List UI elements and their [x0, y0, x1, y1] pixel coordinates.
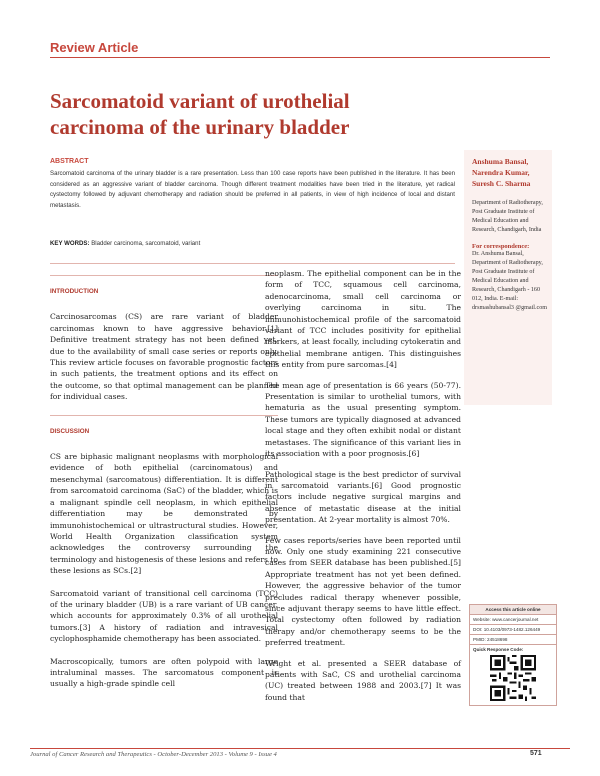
- author-name: Narendra Kumar,: [472, 168, 530, 177]
- body-paragraph: Few cases reports/series have been reported until now. Only one study examining 221 consecutive cases from SEER database has been published.[5] Appropriate treatment has not yet been defined. However, the aggressive behavior of the tumor precludes radical therapy whenever possible, since adjuvant therapy seems to have little effect. Total cystectomy often followed by radiation therapy and/or chemotherapy seems to be the preferred treatment.: [265, 535, 461, 648]
- website-link[interactable]: Website: www.cancerjournal.net: [470, 615, 556, 625]
- keywords-line: [50, 240, 455, 247]
- abstract-text: Sarcomatoid carcinoma of the urinary bladder is a rare presentation. Less than 100 case reports have been published in the literature. It has been considered as an aggressive variant of bladder carcinoma. Though different treatment modalities have been tried in the literature, yet radical cystectomy followed by adjuvant chemotherapy and radiation should be preferred in all patients, in view of high incidence of local and distant metastasis.: [50, 170, 455, 209]
- article-type-label: Review Article: [50, 40, 139, 55]
- abstract-divider: [50, 263, 455, 264]
- body-paragraph: CS are biphasic malignant neoplasms with morphological evidence of both epithelial (carcinomatous) and mesenchymal (sarcomatous) differentiation. It is different from sarcomatoid carcinoma (SaC) of the bladder, which is a malignant spindle cell neoplasm, in which epithelial differentiation may be demonstrated by immunohistochemical or ultrastructural studies. However, World Health Organization classification system acknowledges the controversy surrounding the terminology and histogenesis of these lesions and refers to these lesions as SCs.[2]: [50, 452, 278, 576]
- footer-divider: [30, 748, 570, 749]
- header-divider: [50, 57, 550, 58]
- author-affiliation: Department of Radiotherapy, Post Graduate Institute of Medical Education and Research, Chandigarh, India: [472, 200, 543, 233]
- access-online-box: [469, 604, 557, 706]
- doi-link[interactable]: DOI: 10.4103/0973-1482.126449: [470, 625, 556, 635]
- body-paragraph: Macroscopically, tumors are often polypoid with large intraluminal masses. The sarcomatous component is usually a high-grade spindle cell: [50, 656, 278, 689]
- section-heading-introduction: INTRODUCTION: [50, 275, 278, 297]
- author-list: [472, 156, 547, 189]
- left-column: [50, 275, 278, 701]
- section-heading-discussion: DISCUSSION: [50, 415, 278, 437]
- keywords-value: Bladder carcinoma, sarcomatoid, variant: [91, 240, 201, 247]
- body-paragraph: Pathological stage is the best predictor of survival in sarcomatoid variants.[6] Good prognostic factors include negative surgical margins and absence of metastatic disease at the initial presentation. At 2-year mortality is almost 70%.: [265, 469, 461, 525]
- body-paragraph: Carcinosarcomas (CS) are rare variant of bladder carcinomas known to have aggressive behavior.[1] Definitive treatment strategy has not been defined yet, due to the availability of small case series or reports only. This review article focuses on favorable prognostic factors in such patients, the treatment options and its effect on the outcome, so that optimal management can be planned for individual cases.: [50, 312, 278, 402]
- body-paragraph: The mean age of presentation is 66 years (50-77). Presentation is similar to urothelial tumors, with hematuria as the usual presenting symptom. These tumors are typically diagnosed at advanced local stage and they often exhibit nodal or distant metastases. The significance of this variant lies in its association with a poor prognosis.[6]: [265, 380, 461, 459]
- author-name: Anshuma Bansal,: [472, 157, 529, 166]
- article-title: Sarcomatoid variant of urothelial carcinoma of the urinary bladder: [50, 89, 350, 139]
- right-column: [265, 268, 461, 712]
- access-box-heading: Access this article online: [470, 605, 556, 615]
- page-number: 571: [530, 750, 542, 757]
- qr-code-icon[interactable]: [490, 655, 536, 701]
- pmid-value: PMID: 24518698: [470, 635, 556, 645]
- body-paragraph: Sarcomatoid variant of transitional cell carcinoma (TCC) of the urinary bladder (UB) is a rare variant of UB cancer, which accounts for approximately 0.3% of all urothelial tumors.[3] A history of radiation and intravesical cyclophosphamide chemotherapy has been associated.: [50, 588, 278, 644]
- keywords-label: KEY WORDS:: [50, 240, 90, 247]
- abstract-heading: ABSTRACT: [50, 158, 89, 165]
- body-paragraph: Wright et al. presented a SEER database of patients with SaC, CS and urothelial carcinoma (UC) treated between 1988 and 2003.[7] It was found that: [265, 658, 461, 702]
- correspondence-heading: For correspondence:: [472, 243, 530, 250]
- abstract-section: [50, 158, 455, 211]
- qr-code-label: Quick Response Code:: [473, 647, 524, 652]
- author-sidebar: [464, 150, 552, 405]
- journal-citation: Journal of Cancer Research and Therapeutics - October-December 2013 - Volume 9 - Issue 4: [30, 751, 277, 758]
- qr-code-cell: [470, 645, 556, 705]
- author-name: Suresh C. Sharma: [472, 179, 531, 188]
- correspondence-details: Dr. Anshuma Bansal, Department of Radiotherapy, Post Graduate Institute of Medical Education and Research, Chandigarh - 160 012, India. E-mail: drsmashubansal3 @gmail.com: [472, 251, 547, 311]
- body-paragraph: neoplasm. The epithelial component can be in the form of TCC, squamous cell carcinoma, adenocarcinoma, small cell carcinoma or overlying carcinoma in situ. The immunohistochemical profile of the sarcomatoid variant of TCC includes positivity for epithelial markers, at least focally, including cytokeratin and epithelial membrane antigen. This distinguishes this entity from pure sarcomas.[4]: [265, 269, 461, 370]
